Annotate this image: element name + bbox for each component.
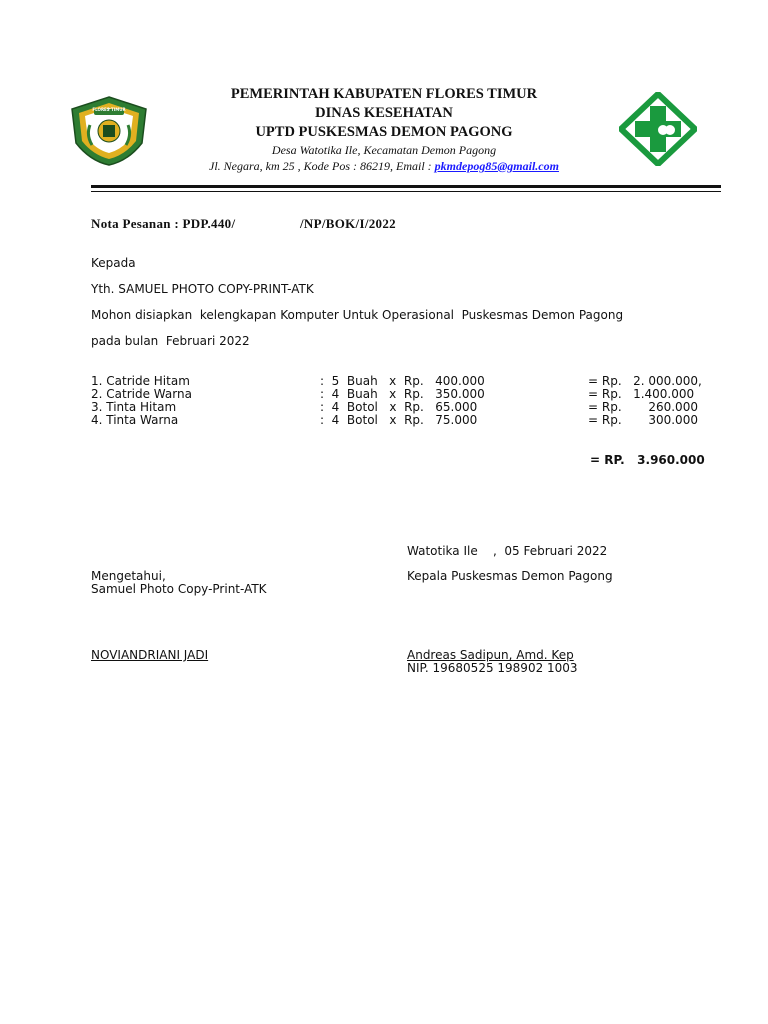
item-quantity-price: : 4 Buah x Rp. 350.000 xyxy=(320,387,485,401)
recipient: Yth. SAMUEL PHOTO COPY-PRINT-ATK xyxy=(91,282,314,296)
left-signatory-role: Mengetahui, xyxy=(91,569,166,583)
item-name: 1. Catride Hitam xyxy=(91,374,190,388)
place-date: Watotika Ile , 05 Februari 2022 xyxy=(407,544,608,558)
item-name: 3. Tinta Hitam xyxy=(91,400,177,414)
header-divider-thick xyxy=(91,185,721,188)
header-contact-text: Jl. Negara, km 25 , Kode Pos : 86219, Email : xyxy=(209,159,435,173)
item-name: 4. Tinta Warna xyxy=(91,413,179,427)
request-period: pada bulan Februari 2022 xyxy=(91,334,250,348)
order-number-label: Nota Pesanan : PDP.440/ xyxy=(91,216,236,231)
salutation: Kepada xyxy=(91,256,136,270)
request-text: Mohon disiapkan kelengkapan Komputer Untuk Operasional Puskesmas Demon Pagong xyxy=(91,308,624,322)
item-total: = Rp. 2. 000.000, xyxy=(588,374,702,388)
right-signatory-nip: NIP. 19680525 198902 1003 xyxy=(407,661,578,675)
header-institution: UPTD PUSKESMAS DEMON PAGONG xyxy=(255,124,513,140)
item-quantity-price: : 5 Buah x Rp. 400.000 xyxy=(320,374,485,388)
order-number-code: /NP/BOK/I/2022 xyxy=(300,216,396,231)
left-signatory-name: NOVIANDRIANI JADI xyxy=(91,648,209,662)
right-signatory-role: Kepala Puskesmas Demon Pagong xyxy=(407,569,613,583)
item-name: 2. Catride Warna xyxy=(91,387,192,401)
header-contact xyxy=(0,159,768,174)
item-total: = Rp. 260.000 xyxy=(588,400,698,414)
right-signatory-name: Andreas Sadipun, Amd. Kep xyxy=(407,648,574,662)
seal-text: FLORES TIMUR xyxy=(92,107,126,112)
item-total: = Rp. 300.000 xyxy=(588,413,698,427)
header-address: Desa Watotika Ile, Kecamatan Demon Pagong xyxy=(271,143,497,157)
left-signatory-company: Samuel Photo Copy-Print-ATK xyxy=(91,582,267,596)
item-total: = Rp. 1.400.000 xyxy=(588,387,695,401)
header-divider-thin xyxy=(91,191,721,192)
header-email-link[interactable]: pkmdepog85@gmail.com xyxy=(434,159,559,173)
header-department: DINAS KESEHATAN xyxy=(315,105,453,121)
grand-total: = RP. 3.960.000 xyxy=(590,453,705,467)
item-quantity-price: : 4 Botol x Rp. 65.000 xyxy=(320,400,478,414)
item-quantity-price: : 4 Botol x Rp. 75.000 xyxy=(320,413,478,427)
header-government: PEMERINTAH KABUPATEN FLORES TIMUR xyxy=(230,86,538,102)
item-list xyxy=(0,374,768,430)
